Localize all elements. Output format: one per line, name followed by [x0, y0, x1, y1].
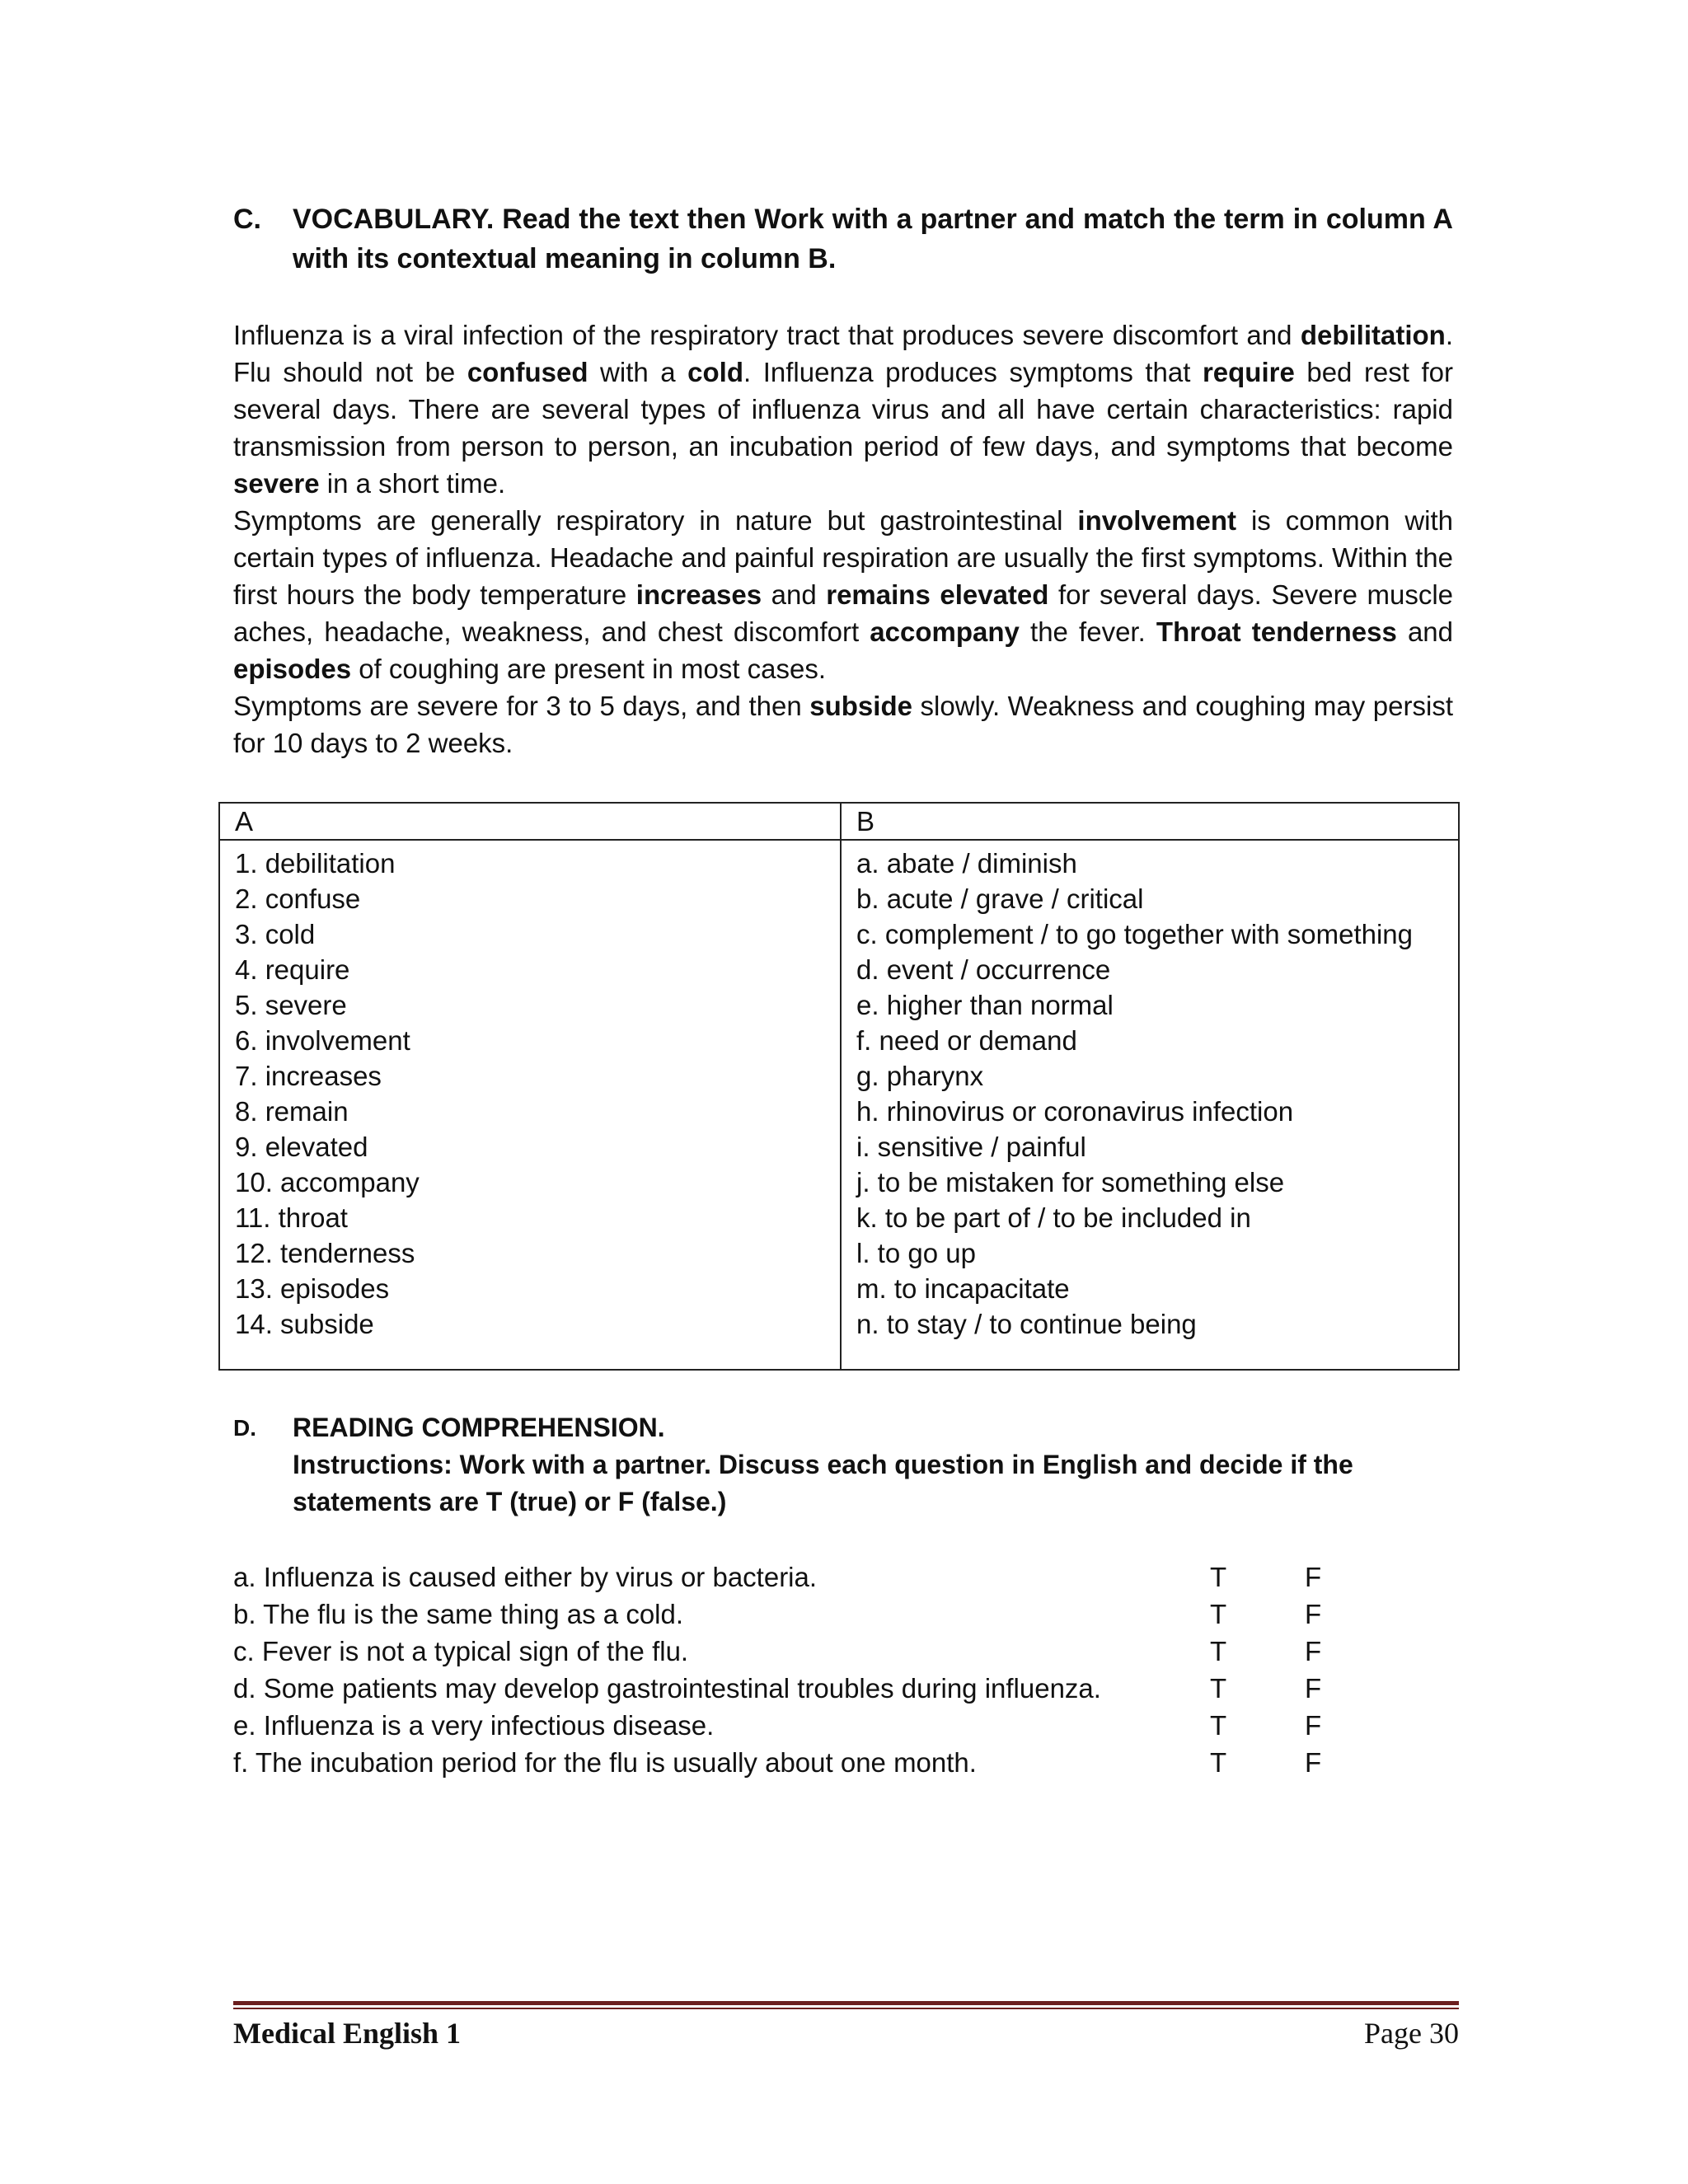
false-option[interactable]: F: [1305, 1562, 1322, 1592]
section-d: [233, 1409, 1453, 1521]
column-b-header: B: [841, 803, 1459, 840]
true-option[interactable]: T: [1210, 1562, 1227, 1592]
term-item: 13. episodes: [235, 1273, 390, 1304]
tf-statement-row: [233, 1633, 1354, 1670]
term-item: 6. involvement: [235, 1025, 410, 1056]
term-item: 5. severe: [235, 990, 347, 1020]
meaning-item: a. abate / diminish: [856, 848, 1077, 879]
section-instructions: Instructions: Work with a partner. Discuss each question in English and decide if the statements are T (true) or F (false.): [293, 1450, 1353, 1516]
true-option[interactable]: T: [1210, 1673, 1227, 1704]
column-b-meanings: [841, 840, 1459, 1370]
meaning-item: e. higher than normal: [856, 990, 1114, 1020]
term-item: 14. subside: [235, 1309, 374, 1339]
section-title: VOCABULARY. Read the text then Work with a partner and match the term in column A with its contextual meaning in column B.: [293, 204, 1453, 274]
statement-text: f. The incubation period for the flu is usually about one month.: [233, 1747, 977, 1778]
meaning-item: g. pharynx: [856, 1061, 984, 1091]
tf-statement-row: [233, 1558, 1354, 1596]
meaning-item: f. need or demand: [856, 1025, 1077, 1056]
term-item: 9. elevated: [235, 1132, 368, 1162]
term-item: 3. cold: [235, 919, 316, 949]
term-item: 2. confuse: [235, 883, 361, 914]
statement-text: c. Fever is not a typical sign of the flu.: [233, 1636, 689, 1666]
meaning-item: c. complement / to go together with something: [856, 919, 1414, 949]
term-item: 10. accompany: [235, 1167, 420, 1197]
section-c: [233, 199, 1453, 279]
passage-paragraph: Influenza is a viral infection of the respiratory tract that produces severe discomfort and debilitation. Flu should not be confused with a cold. Influenza produces symptoms that require bed rest for several days. There are several types of influenza virus and all have certain characteristics: rapid transmission from person to person, an incubation period of few days, and symptoms that become severe in a short time.: [233, 320, 1453, 499]
book-title: Medical English 1: [233, 2017, 462, 2050]
section-letter: D.: [233, 1415, 256, 1441]
false-option[interactable]: F: [1305, 1673, 1322, 1704]
term-item: 12. tenderness: [235, 1238, 415, 1268]
page-number: Page 30: [1364, 2017, 1459, 2050]
meaning-item: j. to be mistaken for something else: [856, 1167, 1285, 1197]
term-item: 1. debilitation: [235, 848, 396, 879]
section-title: READING COMPREHENSION.: [293, 1413, 665, 1442]
column-a-terms: [219, 840, 841, 1370]
true-false-list: [233, 1558, 1354, 1781]
statement-text: e. Influenza is a very infectious disease.: [233, 1710, 715, 1741]
meaning-item: h. rhinovirus or coronavirus infection: [856, 1096, 1294, 1127]
term-item: 4. require: [235, 954, 350, 985]
false-option[interactable]: F: [1305, 1710, 1322, 1741]
meaning-item: b. acute / grave / critical: [856, 883, 1144, 914]
meaning-item: n. to stay / to continue being: [856, 1309, 1197, 1339]
section-letter: C.: [233, 204, 261, 235]
passage-paragraph: Symptoms are severe for 3 to 5 days, and then subside slowly. Weakness and coughing may persist for 10 days to 2 weeks.: [233, 691, 1453, 758]
false-option[interactable]: F: [1305, 1636, 1322, 1666]
tf-statement-row: [233, 1596, 1354, 1633]
tf-statement-row: [233, 1744, 1354, 1781]
reading-passage: [233, 316, 1453, 762]
statement-text: d. Some patients may develop gastrointestinal troubles during influenza.: [233, 1673, 1101, 1704]
false-option[interactable]: F: [1305, 1747, 1322, 1778]
vocabulary-match-table: [218, 802, 1460, 1371]
true-option[interactable]: T: [1210, 1636, 1227, 1666]
meaning-item: k. to be part of / to be included in: [856, 1202, 1251, 1233]
true-option[interactable]: T: [1210, 1747, 1227, 1778]
statement-text: a. Influenza is caused either by virus or bacteria.: [233, 1562, 818, 1592]
section-d-heading: [233, 1409, 1453, 1521]
true-option[interactable]: T: [1210, 1710, 1227, 1741]
column-a-header: A: [219, 803, 841, 840]
term-item: 11. throat: [235, 1202, 348, 1233]
meaning-item: m. to incapacitate: [856, 1273, 1070, 1304]
tf-statement-row: [233, 1707, 1354, 1744]
footer-divider: [233, 2008, 1459, 2009]
tf-statement-row: [233, 1670, 1354, 1707]
meaning-item: l. to go up: [856, 1238, 976, 1268]
meaning-item: i. sensitive / painful: [856, 1132, 1086, 1162]
term-item: 8. remain: [235, 1096, 349, 1127]
true-option[interactable]: T: [1210, 1599, 1227, 1629]
section-c-heading: [233, 199, 1453, 279]
false-option[interactable]: F: [1305, 1599, 1322, 1629]
page-footer: [233, 2013, 1459, 2054]
meaning-item: d. event / occurrence: [856, 954, 1111, 985]
term-item: 7. increases: [235, 1061, 382, 1091]
passage-paragraph: Symptoms are generally respiratory in nature but gastrointestinal involvement is common with certain types of influenza. Headache and painful respiration are usually the first symptoms. Within the first hours the body temperature increases and remains elevated for several days. Severe muscle aches, headache, weakness, and chest discomfort accompany the fever. Throat tenderness and episodes of coughing are present in most cases.: [233, 505, 1454, 684]
footer-divider: [233, 2001, 1459, 2005]
statement-text: b. The flu is the same thing as a cold.: [233, 1599, 684, 1629]
